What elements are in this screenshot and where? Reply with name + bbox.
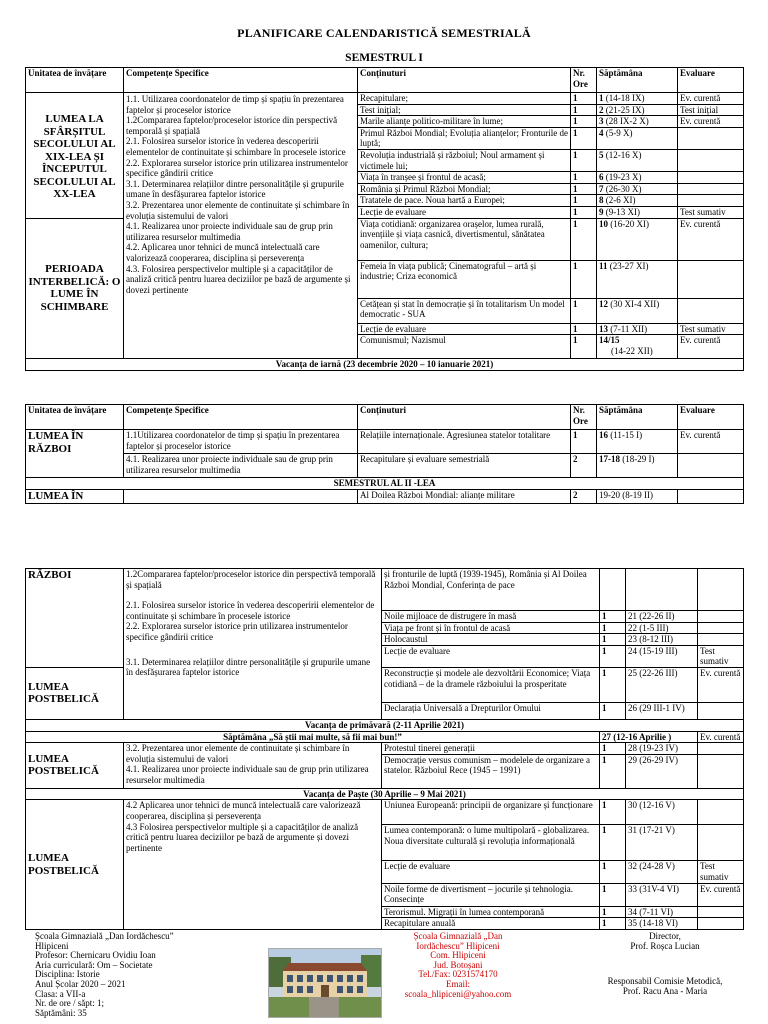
footer-line: Iordăchescu” Hlipiceni — [416, 940, 500, 951]
header-hours: Nr. Ore — [571, 68, 597, 93]
competence-item: 4.2 Aplicarea unor tehnici de muncă intelectuală care valorizează cooperarea, disciplina și perseverența — [126, 800, 361, 821]
week-date: (18-29 I) — [622, 454, 655, 464]
week-cell — [597, 454, 678, 478]
content-cell: Protestul tinerei generații — [382, 743, 600, 755]
content-cell: și fronturile de luptă (1939-1945), România și Al Doilea Război Mondial, Conferința de pace — [382, 569, 600, 611]
competence-item: 1.1. Utilizarea coordonatelor de timp și spațiu în prezentarea faptelor și proceselor istorice — [126, 94, 344, 115]
week-number: 12 — [599, 298, 608, 309]
week-date: (26-30 X) — [605, 183, 642, 194]
header-unit: Unitatea de învățare — [26, 405, 124, 430]
header-hours: Nr. Ore — [571, 405, 597, 430]
table-row — [26, 454, 744, 478]
evaluation-cell: Ev. curentă — [678, 430, 744, 454]
week-cell — [597, 172, 678, 184]
week-cell — [597, 323, 678, 335]
unit-cell: LUMEA POSTBELICĂ — [26, 800, 124, 929]
evaluation-cell — [698, 611, 744, 623]
evaluation-cell: Test sumativ — [678, 323, 744, 335]
special-week-title: Săptămâna „Să știi mai multe, să fii mai bun!” — [26, 731, 600, 743]
competences-cell — [124, 93, 358, 359]
winter-vacation: Vacanța de iarnă (23 decembrie 2020 – 10 ianuarie 2021) — [26, 359, 744, 371]
footer-line: Email: — [446, 978, 470, 989]
footer-line: Tel./Fax: 0231574170 — [418, 969, 498, 980]
footer-teacher-info — [35, 932, 275, 1018]
week-cell — [597, 149, 678, 171]
hours-cell: 1 — [600, 702, 626, 719]
content-cell: Marile alianțe politico-militare în lume; — [358, 116, 571, 128]
content-cell: Democrație versus comunism – modelele de organizare a statelor. Războiul Rece (1945 – 1991) — [382, 754, 600, 788]
responsible-name: Prof. Racu Ana - Maria — [622, 985, 708, 996]
evaluation-cell: Ev. curentă — [678, 335, 744, 359]
evaluation-cell — [678, 454, 744, 478]
table-header-row — [26, 68, 744, 93]
week-cell — [597, 127, 678, 149]
semester-2-title: SEMESTRUL AL II -LEA — [26, 478, 744, 490]
hours-cell: 1 — [600, 754, 626, 788]
unit-cell: LUMEA POSTBELICĂ — [26, 743, 124, 789]
week-cell: 25 (22-26 III) — [626, 667, 698, 702]
hours-cell: 1 — [571, 335, 597, 359]
hours-cell: 1 — [571, 149, 597, 171]
hours-cell: 1 — [600, 634, 626, 646]
week-date: (14-18 IX) — [605, 93, 645, 103]
evaluation-cell — [678, 260, 744, 298]
hours-cell: 1 — [600, 667, 626, 702]
footer-line: Săptămâni: 35 — [35, 1007, 87, 1018]
school-photo-drawing — [269, 949, 381, 1017]
evaluation-cell — [678, 127, 744, 149]
unit-cell: LUMEA LA SFÂRȘITUL SECOLULUI AL XIX-LEA ȘI ÎNCEPUTUL SECOLULUI AL XX-LEA — [26, 93, 124, 219]
week-date: (19-23 X) — [605, 172, 642, 183]
competence-item: 2.1. Folosirea surselor istorice în vederea descoperirii elementelor de continuitate și schimbare în procesele istorice — [126, 136, 346, 157]
week-cell — [626, 569, 698, 611]
content-cell: Viața pe front și în frontul de acasă — [382, 622, 600, 634]
competence-item: 3.2. Prezentarea unor elemente de continuitate și schimbare în evoluția sistemului de valori — [126, 743, 350, 764]
spring-vacation: Vacanța de primăvară (2-11 Aprilie 2021) — [26, 719, 744, 731]
semester-row — [26, 478, 744, 490]
competence-item: 2.1. Folosirea surselor istorice în vederea descoperirii elementelor de continuitate și schimbare în procesele istorice — [126, 600, 375, 621]
evaluation-cell: Test sumativ — [678, 206, 744, 218]
content-cell: Lumea contemporană: o lume multipolară - globalizarea. Noua diversitate culturală și revoluția informațională — [382, 825, 600, 861]
unit-cell: LUMEA POSTBELICĂ — [26, 667, 124, 719]
header-competences: Competențe Specifice — [124, 68, 358, 93]
evaluation-cell — [678, 149, 744, 171]
evaluation-cell — [698, 702, 744, 719]
week-cell: 29 (26-29 IV) — [626, 754, 698, 788]
competence-item: 1.2Compararea faptelor/proceselor istorice din perspectivă temporală și spațială — [126, 115, 338, 136]
responsible-title: Responsabil Comisie Metodică, — [607, 976, 723, 987]
week-number: 9 — [599, 206, 604, 217]
header-contents: Conținuturi — [358, 68, 571, 93]
week-date: (12-16 X) — [605, 149, 642, 160]
competences-cell — [124, 569, 382, 720]
content-cell: Recapitulare și evaluare semestrială — [358, 454, 571, 478]
unit-cell: RĂZBOI — [26, 569, 124, 668]
planning-table-semester-1 — [25, 67, 744, 371]
week-date: (5-9 X) — [605, 127, 633, 138]
week-date: (11-15 I) — [610, 430, 643, 440]
hours-cell: 1 — [600, 800, 626, 825]
content-cell: Cetățean și stat în democrație și în totalitarism Un model democratic - SUA — [358, 298, 571, 323]
special-week-row — [26, 731, 744, 743]
hours-cell: 1 — [600, 883, 626, 906]
week-number: 2 — [599, 104, 604, 115]
week-number: 14/15 — [599, 335, 620, 346]
footer-line: Școala Gimnazială „Dan — [413, 931, 503, 941]
footer-signatures — [570, 932, 760, 996]
hours-cell: 1 — [571, 260, 597, 298]
hours-cell: 1 — [600, 861, 626, 883]
week-cell — [597, 183, 678, 195]
unit-cell: LUMEA ÎN RĂZBOI — [26, 430, 124, 478]
evaluation-cell — [678, 298, 744, 323]
week-cell: 21 (22-26 II) — [626, 611, 698, 623]
evaluation-cell — [678, 490, 744, 504]
header-contents: Conținuturi — [358, 405, 571, 430]
hours-cell: 1 — [571, 323, 597, 335]
week-cell: 24 (15-19 III) — [626, 645, 698, 667]
week-cell: 35 (14-18 VI) — [626, 918, 698, 930]
hours-cell: 1 — [571, 172, 597, 184]
competence-item: 4.3 Folosirea perspectivelor multiple și a capacităților de analiză critică pentru luarea deciziilor pe bază de argumente și dovezi pertinente — [126, 821, 359, 853]
week-number: 1 — [599, 93, 604, 103]
hours-cell: 1 — [571, 183, 597, 195]
week-number: 16 — [599, 430, 608, 440]
content-cell: Lecție de evaluare — [382, 645, 600, 667]
content-cell: Al Doilea Război Mondial: alianțe militare — [358, 490, 571, 504]
content-cell: Lecție de evaluare — [358, 323, 571, 335]
easter-vacation: Vacanța de Paște (30 Aprilie – 9 Mai 2021) — [26, 788, 744, 800]
week-cell — [597, 206, 678, 218]
header-week: Săptămâna — [597, 405, 678, 430]
footer-email: scoala_hlipiceni@yahoo.com — [404, 988, 512, 999]
content-cell: Recapitulare anuală — [382, 918, 600, 930]
hours-cell: 1 — [571, 298, 597, 323]
footer-line: Aria curriculară: Om – Societate — [35, 959, 153, 970]
competence-cell — [124, 490, 358, 504]
week-cell — [597, 218, 678, 260]
week-number: 17-18 — [599, 454, 620, 464]
hours-cell — [600, 569, 626, 611]
evaluation-cell: Ev. curentă — [698, 731, 744, 743]
competence-item: 4.1. Realizarea unor proiecte individuale sau de grup prin utilizarea resurselor multimedia — [126, 221, 333, 242]
competence-item: 4.1. Realizarea unor proiecte individuale sau de grup prin utilizarea resurselor multimedia — [126, 764, 369, 785]
competences-cell — [124, 743, 382, 789]
content-cell: Lecție de evaluare — [382, 861, 600, 883]
content-cell: Recapitulare; — [358, 93, 571, 105]
planning-table-semester-2-start — [25, 404, 744, 504]
table-row — [26, 490, 744, 504]
evaluation-cell: Ev. curentă — [678, 218, 744, 260]
week-number: 6 — [599, 172, 604, 183]
planning-table-semester-2 — [25, 568, 744, 930]
week-date: (16-20 XI) — [610, 218, 649, 229]
content-cell: Uniunea Europeană: principii de organizare și funcționare — [382, 800, 600, 825]
evaluation-cell — [698, 634, 744, 646]
semester-1-title: SEMESTRUL I — [345, 52, 423, 64]
special-week-number: 27 (12-16 Aprilie ) — [600, 731, 698, 743]
evaluation-cell — [678, 172, 744, 184]
table-header-row — [26, 405, 744, 430]
hours-cell: 1 — [600, 611, 626, 623]
content-cell: Revoluția industrială și războiul; Noul armament și victimele lui; — [358, 149, 571, 171]
vacation-row — [26, 719, 744, 731]
week-number: 4 — [599, 127, 604, 138]
vacation-row — [26, 359, 744, 371]
week-date: (2-6 XI) — [605, 195, 636, 206]
header-competences: Competențe Specifice — [124, 405, 358, 430]
header-evaluation: Evaluare — [678, 68, 744, 93]
hours-cell: 1 — [571, 430, 597, 454]
competence-item: 4.2. Aplicarea unor tehnici de muncă intelectuală care valorizează cooperarea, disciplina și perseverența — [126, 242, 320, 263]
week-number: 10 — [599, 218, 608, 229]
week-cell — [597, 335, 678, 359]
hours-cell: 1 — [571, 127, 597, 149]
content-cell: Holocaustul — [382, 634, 600, 646]
header-evaluation: Evaluare — [678, 405, 744, 430]
footer-line: Nr. de ore / săpt: 1; — [35, 998, 104, 1009]
competence-item: 1.2Compararea faptelor/proceselor istorice din perspectivă temporală și spațială — [126, 569, 376, 590]
content-cell: Primul Război Mondial; Evoluția alianțelor; Fronturile de luptă; — [358, 127, 571, 149]
week-cell: 32 (24-28 V) — [626, 861, 698, 883]
week-number: 5 — [599, 149, 604, 160]
evaluation-cell — [698, 800, 744, 825]
week-cell — [597, 104, 678, 116]
evaluation-cell — [678, 195, 744, 207]
competence-item: 2.2. Explorarea surselor istorice prin utilizarea instrumentelor specifice gândirii critice — [126, 621, 348, 642]
header-week: Săptămâna — [597, 68, 678, 93]
week-cell — [597, 93, 678, 105]
footer-line: Hlipiceni — [35, 940, 69, 951]
table-row — [26, 93, 744, 105]
table-row — [26, 569, 744, 611]
table-row — [26, 430, 744, 454]
week-date: (9-13 XI) — [605, 206, 640, 217]
content-cell: Viața cotidiană: organizarea orașelor, lumea rurală, invențiile și viața casnică, divertismentul, sănătatea oamenilor, cultura; — [358, 218, 571, 260]
footer-school-contact — [388, 932, 528, 999]
week-cell: 26 (29 III-1 IV) — [626, 702, 698, 719]
week-cell: 33 (31V-4 VI) — [626, 883, 698, 906]
evaluation-cell — [698, 569, 744, 611]
evaluation-cell: Test sumativ — [698, 645, 744, 667]
footer-line: Disciplina: Istorie — [35, 969, 100, 980]
competence-item: 3.1. Determinarea relațiilor dintre personalitățile și grupurile umane în desfășurarea faptelor istorice — [126, 178, 344, 200]
week-cell: 31 (17-21 V) — [626, 825, 698, 861]
competence-item: 2.2. Explorarea surselor istorice prin utilizarea instrumentelor specifice gândirii critice — [126, 157, 348, 179]
week-number: 7 — [599, 183, 604, 194]
evaluation-cell — [678, 183, 744, 195]
unit-cell: PERIOADA INTERBELICĂ: O LUME ÎN SCHIMBARE — [26, 218, 124, 359]
hours-cell: 1 — [571, 93, 597, 105]
week-number: 13 — [599, 323, 608, 334]
evaluation-cell — [698, 906, 744, 918]
hours-cell: 1 — [600, 906, 626, 918]
content-cell: Tratatele de pace. Noua hartă a Europei; — [358, 195, 571, 207]
footer-line: Școala Gimnazială „Dan Iordăchescu” — [35, 931, 174, 941]
content-cell: Reconstrucție și modele ale dezvoltării Economice; Viața cotidiană – de la dramele războiului la prosperitate — [382, 667, 600, 702]
competence-item: 3.2. Prezentarea unor elemente de continuitate și schimbare în evoluția sistemului de valori — [126, 199, 350, 221]
footer-line: Anul Școlar 2020 – 2021 — [35, 978, 126, 989]
vacation-row — [26, 788, 744, 800]
hours-cell: 1 — [600, 918, 626, 930]
footer-line: Clasa: a VII-a — [35, 988, 86, 999]
unit-cell: LUMEA ÎN — [26, 490, 124, 504]
header-unit: Unitatea de învățare — [26, 68, 124, 93]
week-number: 8 — [599, 195, 604, 206]
content-cell: Comunismul; Nazismul — [358, 335, 571, 359]
table-row — [26, 743, 744, 755]
evaluation-cell: Ev. curentă — [678, 116, 744, 128]
footer-line: Jud. Botoșani — [433, 959, 483, 970]
week-cell: 34 (7-11 VI) — [626, 906, 698, 918]
week-cell: 19-20 (8-19 II) — [597, 490, 678, 504]
competence-item: 3.1. Determinarea relațiilor dintre personalitățile și grupurile umane în desfășurarea faptelor istorice — [126, 656, 371, 678]
hours-cell: 1 — [571, 206, 597, 218]
director-name: Prof. Roșca Lucian — [630, 940, 700, 951]
evaluation-cell: Ev. curentă — [698, 883, 744, 906]
hours-cell: 1 — [600, 645, 626, 667]
hours-cell: 1 — [600, 743, 626, 755]
competence-item: 4.3. Folosirea perspectivelor multiple și a capacităților de analiză critică pentru luarea deciziilor pe bază de argumente și dovezi pertinente — [126, 263, 351, 295]
week-cell: 23 (8-12 III) — [626, 634, 698, 646]
hours-cell: 2 — [571, 454, 597, 478]
week-date: (21-25 IX) — [605, 104, 645, 115]
hours-cell: 2 — [571, 490, 597, 504]
director-title: Director, — [649, 931, 681, 941]
hours-cell: 1 — [571, 195, 597, 207]
evaluation-cell — [698, 825, 744, 861]
footer-line: Profesor: Chernicaru Ovidiu Ioan — [35, 950, 156, 961]
hours-cell: 1 — [600, 622, 626, 634]
content-cell: Terorismul. Migrații în lumea contemporană — [382, 906, 600, 918]
week-cell — [597, 430, 678, 454]
evaluation-cell: Ev. curentă — [698, 667, 744, 702]
week-cell — [597, 298, 678, 323]
content-cell: Noile mijloace de distrugere în masă — [382, 611, 600, 623]
week-number: 11 — [599, 260, 608, 271]
evaluation-cell — [698, 743, 744, 755]
week-cell — [597, 195, 678, 207]
content-cell: Declarația Universală a Drepturilor Omului — [382, 702, 600, 719]
week-cell — [597, 260, 678, 298]
content-cell: Femeia în viața publică; Cinematograful – artă și industrie; Criza economică — [358, 260, 571, 298]
week-cell: 28 (19-23 IV) — [626, 743, 698, 755]
week-cell — [597, 116, 678, 128]
evaluation-cell: Ev. curentă — [678, 93, 744, 105]
evaluation-cell — [698, 622, 744, 634]
evaluation-cell: Test sumativ — [698, 861, 744, 883]
week-number: 3 — [599, 116, 604, 127]
content-cell: Lecție de evaluare — [358, 206, 571, 218]
competences-cell — [124, 800, 382, 929]
week-date: (7-11 XII) — [610, 323, 648, 334]
evaluation-cell — [698, 754, 744, 788]
content-cell: Noile forme de divertisment – jocurile și tehnologia. Consecințe — [382, 883, 600, 906]
page-title: PLANIFICARE CALENDARISTICĂ SEMESTRIALĂ — [237, 26, 531, 40]
content-cell: Viața în tranșee și frontul de acasă; — [358, 172, 571, 184]
hours-cell: 1 — [571, 116, 597, 128]
competence-cell: 1.1Utilizarea coordonatelor de timp și spațiu în prezentarea faptelor și proceselor istorice — [124, 430, 358, 454]
hours-cell: 1 — [600, 825, 626, 861]
hours-cell: 1 — [571, 218, 597, 260]
week-date: (28 IX-2 X) — [605, 116, 649, 127]
table-row — [26, 800, 744, 825]
content-cell: România și Primul Război Mondial; — [358, 183, 571, 195]
footer-line: Com. Hlipiceni — [430, 950, 486, 961]
week-cell: 30 (12-16 V) — [626, 800, 698, 825]
page-footer — [0, 928, 768, 1024]
week-date: (14-22 XII) — [611, 345, 653, 356]
competence-cell: 4.1. Realizarea unor proiecte individuale sau de grup prin utilizarea resurselor multimedia — [124, 454, 358, 478]
content-cell: Relațiile internaționale. Agresiunea statelor totalitare — [358, 430, 571, 454]
hours-cell: 1 — [571, 104, 597, 116]
evaluation-cell: Test inițial — [678, 104, 744, 116]
week-cell: 22 (1-5 III) — [626, 622, 698, 634]
content-cell: Test inițial; — [358, 104, 571, 116]
week-date: (30 XI-4 XII) — [610, 298, 660, 309]
week-date: (23-27 XI) — [609, 260, 649, 271]
school-building-photo — [268, 948, 382, 1018]
